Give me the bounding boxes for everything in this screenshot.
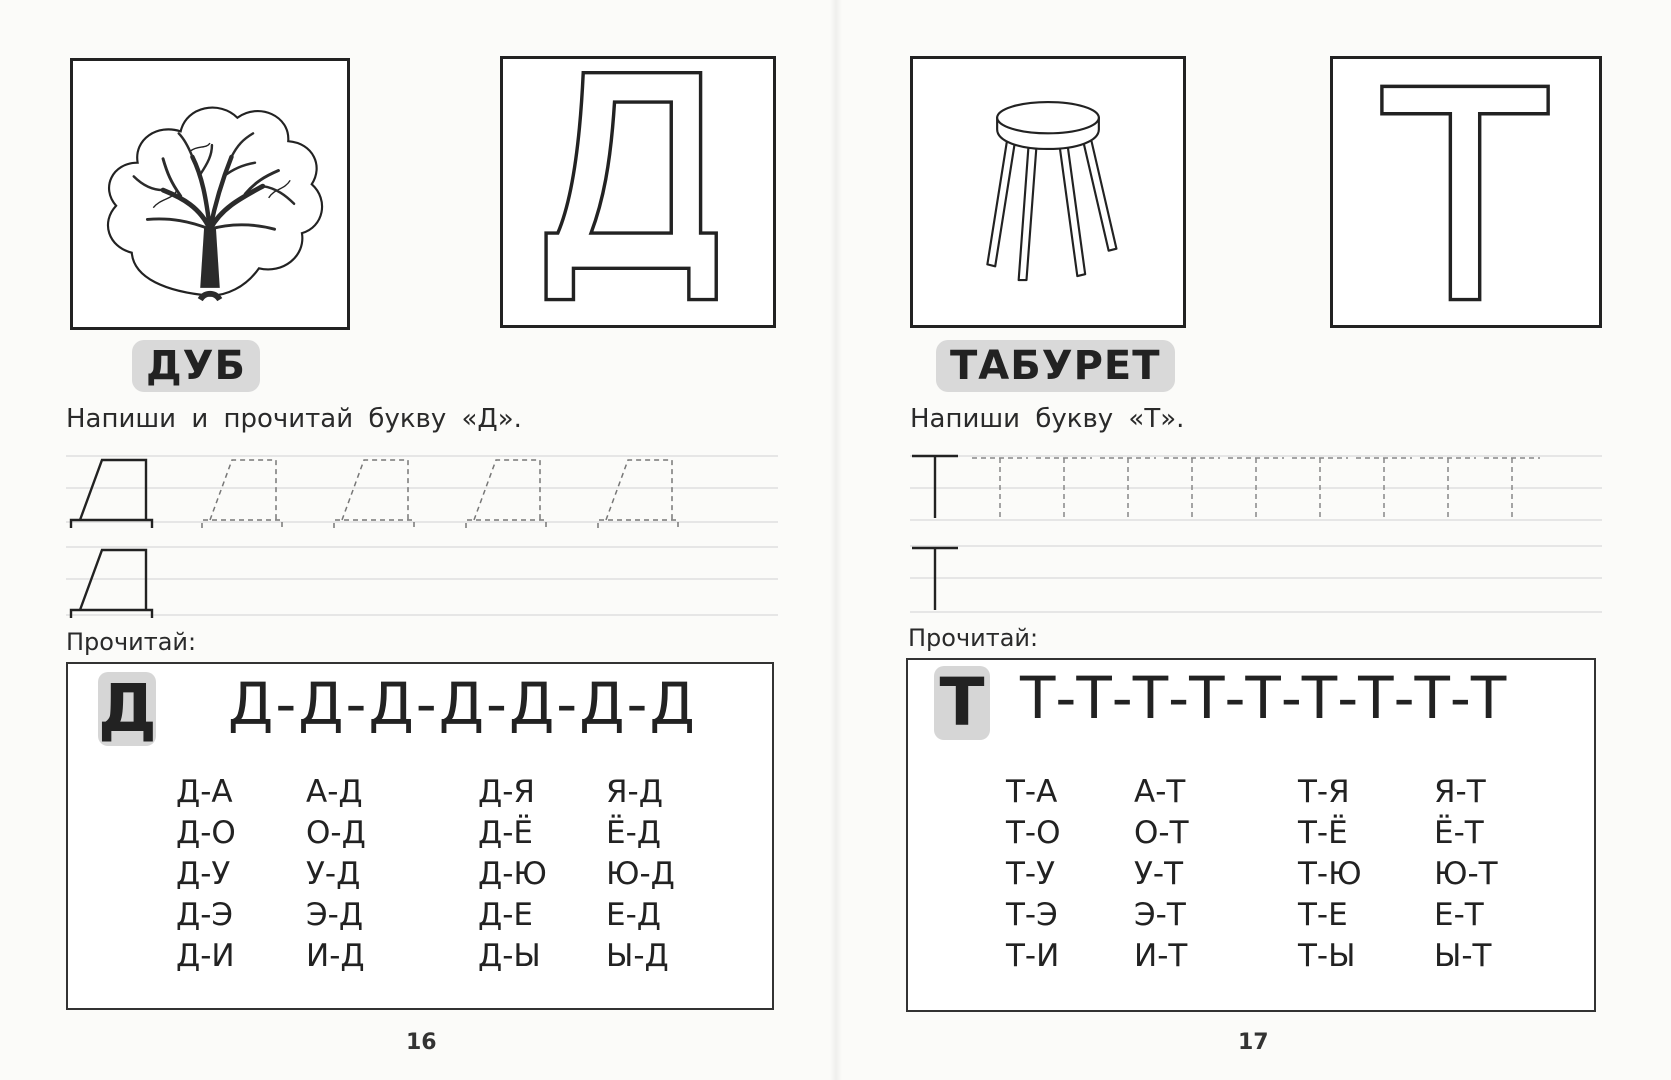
word-label: ДУБ xyxy=(132,340,260,392)
syllable: Ю-Т xyxy=(1434,856,1498,892)
oak-picture-frame xyxy=(70,58,350,330)
syllable: Ё-Д xyxy=(606,815,661,851)
syllable: Д-Ю xyxy=(478,856,547,892)
syllable: Д-Е xyxy=(478,897,533,933)
syllable: Е-Т xyxy=(1434,897,1484,933)
page-17 xyxy=(836,0,1671,1080)
page-number: 17 xyxy=(1238,1030,1269,1055)
syllable: Т-Я xyxy=(1298,774,1350,810)
syllable-column-3 xyxy=(1298,772,1362,977)
syllable: Т-А xyxy=(1006,774,1058,810)
syllable: О-Д xyxy=(306,815,366,851)
syllable: Е-Д xyxy=(606,897,661,933)
word-label: ТАБУРЕТ xyxy=(936,340,1175,392)
big-letter: Д xyxy=(98,670,157,747)
page-number: 16 xyxy=(406,1030,437,1055)
syllable: Д-И xyxy=(176,938,235,974)
syllable: О-Т xyxy=(1134,815,1189,851)
letter-row: Д-Д-Д-Д-Д-Д-Д xyxy=(228,670,697,738)
syllable-column-2 xyxy=(306,772,366,977)
syllable: Ё-Т xyxy=(1434,815,1484,851)
syllable: У-Т xyxy=(1134,856,1184,892)
instruction-text: Напиши и прочитай букву «Д». xyxy=(66,404,522,434)
syllable: Д-Ы xyxy=(478,938,541,974)
syllable: Т-Ё xyxy=(1298,815,1348,851)
read-label: Прочитай: xyxy=(908,624,1039,652)
syllable-column-3 xyxy=(478,772,547,977)
syllable-column-1 xyxy=(176,772,236,977)
syllable: Т-Е xyxy=(1298,897,1348,933)
syllable: Я-Д xyxy=(606,774,663,810)
syllable: Ы-Д xyxy=(606,938,669,974)
syllable-column-1 xyxy=(1006,772,1061,977)
letter-d-picture-frame xyxy=(500,56,776,328)
syllable: Д-О xyxy=(176,815,236,851)
reading-box xyxy=(66,662,774,1010)
syllable: Д-Э xyxy=(176,897,234,933)
syllable: Т-Э xyxy=(1006,897,1058,933)
syllable: А-Д xyxy=(306,774,363,810)
syllable: Т-Ю xyxy=(1298,856,1362,892)
reading-box xyxy=(906,658,1596,1012)
letter-t-tracing-lines xyxy=(910,452,1602,622)
syllable: Д-А xyxy=(176,774,233,810)
syllable: Т-У xyxy=(1006,856,1056,892)
syllable-column-4 xyxy=(606,772,675,977)
syllable: И-Т xyxy=(1134,938,1188,974)
syllable: Ы-Т xyxy=(1434,938,1492,974)
syllable: Д-Я xyxy=(478,774,535,810)
syllable: У-Д xyxy=(306,856,361,892)
syllable: Т-И xyxy=(1006,938,1060,974)
letter-row: Т-Т-Т-Т-Т-Т-Т-Т-Т xyxy=(1020,664,1507,732)
syllable: Э-Т xyxy=(1134,897,1186,933)
outline-letter-d xyxy=(503,59,773,325)
syllable: И-Д xyxy=(306,938,365,974)
syllable: Т-Ы xyxy=(1298,938,1356,974)
letter-t-picture-frame xyxy=(1330,56,1602,328)
outline-letter-t xyxy=(1333,59,1599,325)
syllable-column-4 xyxy=(1434,772,1498,977)
syllable: Э-Д xyxy=(306,897,364,933)
syllable: Ю-Д xyxy=(606,856,675,892)
oak-tree-icon xyxy=(73,61,347,327)
stool-icon xyxy=(913,59,1183,325)
stool-picture-frame xyxy=(910,56,1186,328)
syllable: Д-У xyxy=(176,856,231,892)
syllable: Д-Ё xyxy=(478,815,533,851)
syllable: Я-Т xyxy=(1434,774,1486,810)
syllable: А-Т xyxy=(1134,774,1186,810)
instruction-text: Напиши букву «Т». xyxy=(910,404,1185,434)
read-label: Прочитай: xyxy=(66,628,197,656)
letter-d-tracing-lines xyxy=(66,452,778,627)
syllable-column-2 xyxy=(1134,772,1189,977)
syllable: Т-О xyxy=(1006,815,1061,851)
big-letter: Т xyxy=(934,666,990,740)
